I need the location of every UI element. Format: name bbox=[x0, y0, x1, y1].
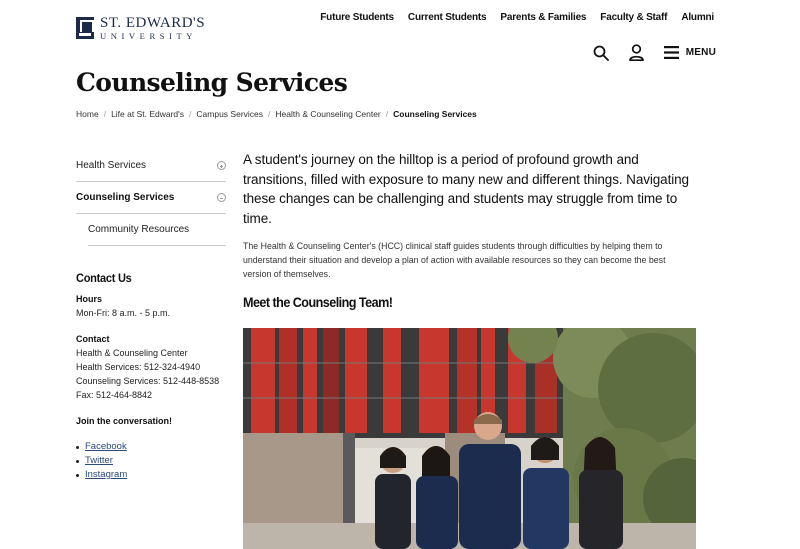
nav-future-students[interactable]: Future Students bbox=[320, 12, 394, 23]
user-icon bbox=[629, 44, 644, 61]
breadcrumb-separator: / bbox=[385, 109, 389, 119]
account-button[interactable] bbox=[629, 44, 644, 61]
nav-current-students[interactable]: Current Students bbox=[407, 12, 487, 23]
search-button[interactable] bbox=[593, 45, 609, 61]
breadcrumb-separator: / bbox=[103, 109, 107, 119]
sidebar-item-label: Health Services bbox=[76, 160, 147, 171]
contact-line: Fax: 512-464-8842 bbox=[76, 390, 153, 400]
contact-line: Counseling Services: 512-448-8538 bbox=[76, 376, 220, 386]
sidebar-subitem-community-resources[interactable] bbox=[88, 214, 226, 246]
nav-alumni[interactable]: Alumni bbox=[681, 12, 714, 23]
breadcrumb-separator: / bbox=[189, 109, 192, 119]
contact-line: Health Services: 512-324-4940 bbox=[76, 362, 201, 372]
instagram-link[interactable]: Instagram bbox=[85, 469, 128, 480]
team-photo-illustration bbox=[243, 328, 696, 549]
breadcrumb-current: Counseling Services bbox=[393, 109, 477, 119]
breadcrumb bbox=[76, 109, 477, 119]
page-title: Counseling Services bbox=[76, 68, 348, 97]
list-item bbox=[76, 440, 127, 454]
facebook-link[interactable]: Facebook bbox=[85, 441, 127, 452]
logo-subtitle: UNIVERSITY bbox=[100, 31, 197, 41]
expand-icon[interactable] bbox=[217, 161, 226, 170]
nav-parents-families[interactable]: Parents & Families bbox=[500, 12, 587, 23]
contact-block bbox=[76, 332, 219, 402]
sidebar-subitem-label: Community Resources bbox=[88, 224, 190, 235]
social-heading: Join the conversation! bbox=[76, 416, 173, 426]
university-logo[interactable] bbox=[76, 16, 205, 41]
hours-heading: Hours bbox=[76, 294, 103, 304]
breadcrumb-life[interactable]: Life at St. Edward's bbox=[111, 109, 185, 119]
sidebar-item-label: Counseling Services bbox=[76, 192, 175, 203]
logo-name: ST. EDWARD'S bbox=[100, 15, 206, 31]
sidebar-item-health-services[interactable] bbox=[76, 150, 226, 182]
list-item bbox=[76, 454, 127, 468]
contact-heading: Contact Us bbox=[76, 271, 132, 285]
contact-label: Contact bbox=[76, 334, 110, 344]
search-icon bbox=[593, 45, 609, 61]
section-nav bbox=[76, 150, 226, 246]
twitter-link[interactable]: Twitter bbox=[85, 455, 113, 466]
contact-line: Health & Counseling Center bbox=[76, 348, 188, 358]
sidebar-item-counseling-services[interactable] bbox=[76, 182, 226, 214]
header-tools bbox=[593, 44, 716, 61]
social-heading-block bbox=[76, 414, 172, 428]
team-heading: Meet the Counseling Team! bbox=[243, 294, 393, 310]
social-links bbox=[76, 440, 127, 482]
nav-faculty-staff[interactable]: Faculty & Staff bbox=[600, 12, 668, 23]
menu-button[interactable] bbox=[664, 46, 716, 59]
hours-text: Mon-Fri: 8 a.m. - 5 p.m. bbox=[76, 308, 171, 318]
list-item bbox=[76, 468, 127, 482]
tower-logo-icon bbox=[76, 17, 94, 39]
collapse-icon[interactable] bbox=[217, 193, 226, 202]
menu-label: MENU bbox=[685, 47, 716, 58]
lead-paragraph: A student's journey on the hilltop is a period of profound growth and transitions, filled with exposure to many new and different things. Navigating these changes can be challenging and students may struggle from time to time. bbox=[243, 152, 689, 226]
breadcrumb-home[interactable]: Home bbox=[76, 109, 99, 119]
body-paragraph: The Health & Counseling Center's (HCC) clinical staff guides students through difficulties by helping them to understand their situation and develop a plan of action with available resources so they can become the best version of themselves. bbox=[243, 241, 666, 279]
breadcrumb-separator: / bbox=[268, 109, 271, 119]
breadcrumb-campus-services[interactable]: Campus Services bbox=[196, 109, 264, 119]
breadcrumb-health-counseling[interactable]: Health & Counseling Center bbox=[275, 109, 381, 119]
team-photo bbox=[243, 328, 696, 549]
hamburger-icon bbox=[664, 46, 679, 59]
hours-block bbox=[76, 292, 170, 320]
audience-nav bbox=[320, 12, 714, 23]
